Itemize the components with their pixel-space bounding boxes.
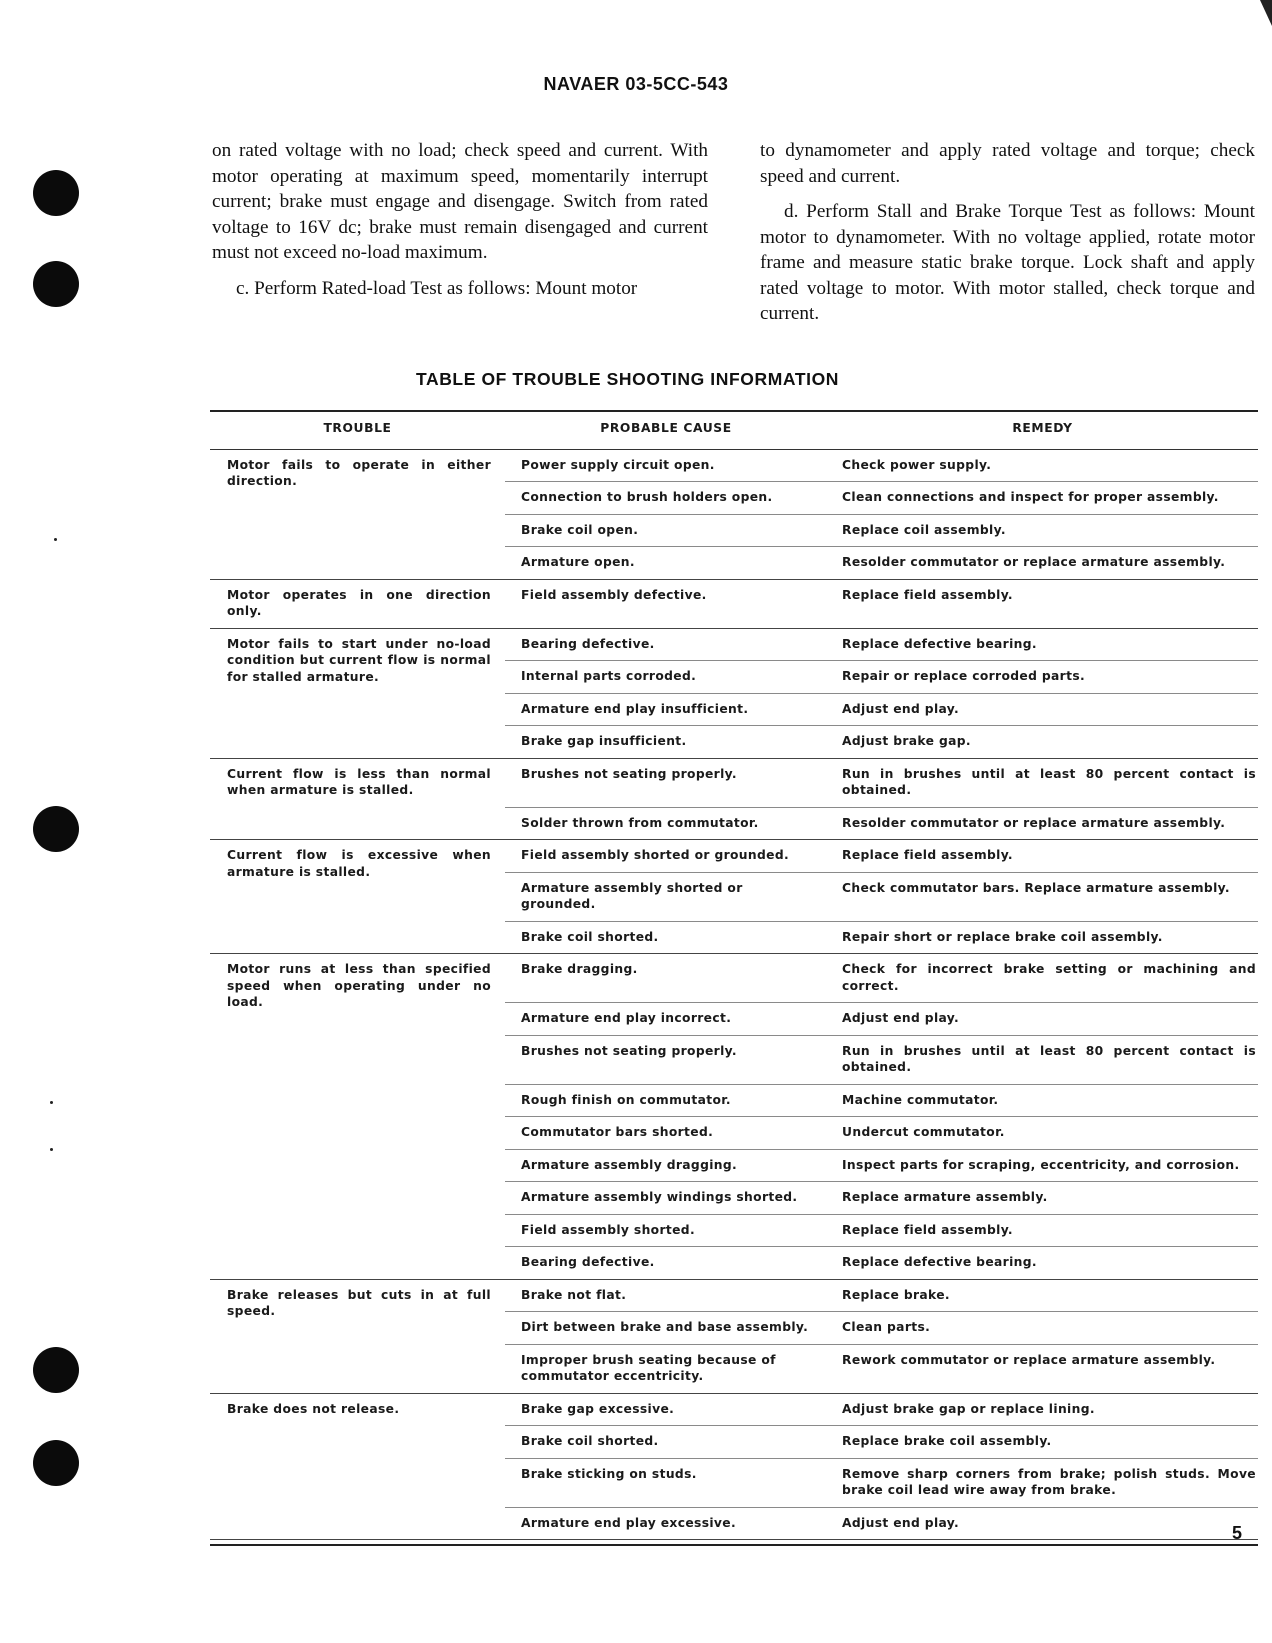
punch-hole (33, 261, 79, 307)
remedy-cell: Clean parts. (827, 1312, 1258, 1345)
trouble-cell: Brake releases but cuts in at full speed. (210, 1279, 505, 1393)
table-title: TABLE OF TROUBLE SHOOTING INFORMATION (415, 369, 840, 389)
trouble-cell: Motor fails to operate in either direction. (210, 449, 505, 579)
cause-cell: Solder thrown from commutator. (505, 807, 827, 840)
cause-cell: Brushes not seating properly. (505, 758, 827, 807)
remedy-cell: Check commutator bars. Replace armature assembly. (827, 872, 1258, 921)
scan-speck (50, 1101, 53, 1104)
cause-cell: Armature assembly dragging. (505, 1149, 827, 1182)
table-row (210, 628, 1258, 661)
remedy-cell: Replace brake. (827, 1279, 1258, 1312)
remedy-cell: Run in brushes until at least 80 percent contact is obtained. (827, 1035, 1258, 1084)
cause-cell: Armature end play insufficient. (505, 693, 827, 726)
remedy-cell: Inspect parts for scraping, eccentricity, and corrosion. (827, 1149, 1258, 1182)
remedy-cell: Adjust brake gap or replace lining. (827, 1393, 1258, 1426)
scan-speck (54, 538, 57, 541)
trouble-cell: Motor operates in one direction only. (210, 579, 505, 628)
table-row (210, 1393, 1258, 1426)
trouble-cell: Motor runs at less than specified speed when operating under no load. (210, 954, 505, 1280)
punch-hole (33, 170, 79, 216)
cause-cell: Dirt between brake and base assembly. (505, 1312, 827, 1345)
remedy-cell: Run in brushes until at least 80 percent contact is obtained. (827, 758, 1258, 807)
body-paragraph: c. Perform Rated-load Test as follows: Mount motor (236, 277, 638, 299)
troubleshooting-table (210, 411, 1258, 1540)
cause-cell: Armature assembly shorted or grounded. (505, 872, 827, 921)
remedy-cell: Check for incorrect brake setting or machining and correct. (827, 954, 1258, 1003)
trouble-cell: Brake does not release. (210, 1393, 505, 1540)
table-row (210, 449, 1258, 482)
remedy-cell: Replace defective bearing. (827, 628, 1258, 661)
cause-cell: Brake coil shorted. (505, 1426, 827, 1459)
cause-cell: Brake gap insufficient. (505, 726, 827, 759)
table-row (210, 579, 1258, 628)
remedy-cell: Undercut commutator. (827, 1117, 1258, 1150)
remedy-cell: Remove sharp corners from brake; polish studs. Move brake coil lead wire away from brake. (827, 1458, 1258, 1507)
remedy-cell: Repair short or replace brake coil assembly. (827, 921, 1258, 954)
cause-cell: Power supply circuit open. (505, 449, 827, 482)
column-header-cause: PROBABLE CAUSE (505, 411, 827, 449)
table-row (210, 954, 1258, 1003)
cause-cell: Rough finish on commutator. (505, 1084, 827, 1117)
scan-speck (50, 1148, 53, 1151)
crop-mark (1260, 0, 1272, 26)
body-paragraph: to dynamometer and apply rated voltage and torque; check speed and current. (760, 140, 1255, 187)
remedy-cell: Replace field assembly. (827, 579, 1258, 628)
cause-cell: Brake coil open. (505, 514, 827, 547)
cause-cell: Internal parts corroded. (505, 661, 827, 694)
cause-cell: Brake not flat. (505, 1279, 827, 1312)
punch-hole (33, 1440, 79, 1486)
remedy-cell: Repair or replace corroded parts. (827, 661, 1258, 694)
remedy-cell: Adjust end play. (827, 693, 1258, 726)
trouble-cell: Motor fails to start under no-load condition but current flow is normal for stalled armature. (210, 628, 505, 758)
column-header-trouble: TROUBLE (210, 411, 505, 449)
body-column-right (760, 138, 1255, 337)
cause-cell: Bearing defective. (505, 1247, 827, 1280)
body-paragraph: on rated voltage with no load; check speed and current. With motor operating at maximum speed, momentarily interrupt current; brake must engage and disengage. Switch from rated voltage to 16V dc; brake must remain disengaged and current must not exceed no-load maximum. (212, 140, 708, 263)
cause-cell: Armature end play incorrect. (505, 1003, 827, 1036)
body-column-left (212, 138, 708, 311)
cause-cell: Brushes not seating properly. (505, 1035, 827, 1084)
cause-cell: Field assembly shorted. (505, 1214, 827, 1247)
cause-cell: Field assembly shorted or grounded. (505, 840, 827, 873)
remedy-cell: Resolder commutator or replace armature assembly. (827, 547, 1258, 580)
page-number: 5 (1232, 1523, 1243, 1543)
punch-hole (33, 806, 79, 852)
remedy-cell: Rework commutator or replace armature assembly. (827, 1344, 1258, 1393)
remedy-cell: Machine commutator. (827, 1084, 1258, 1117)
cause-cell: Brake sticking on studs. (505, 1458, 827, 1507)
punch-hole (33, 1347, 79, 1393)
remedy-cell: Adjust end play. (827, 1003, 1258, 1036)
cause-cell: Bearing defective. (505, 628, 827, 661)
cause-cell: Commutator bars shorted. (505, 1117, 827, 1150)
table-row (210, 758, 1258, 807)
remedy-cell: Check power supply. (827, 449, 1258, 482)
body-paragraph: d. Perform Stall and Brake Torque Test as follows: Mount motor to dynamometer. With no voltage applied, rotate motor frame and measure static brake torque. Lock shaft and apply rated voltage to motor. With motor stalled, check torque and current. (760, 201, 1255, 324)
remedy-cell: Replace brake coil assembly. (827, 1426, 1258, 1459)
table-bottom-rule (210, 1544, 1258, 1546)
cause-cell: Brake dragging. (505, 954, 827, 1003)
table-row (210, 1279, 1258, 1312)
remedy-cell: Clean connections and inspect for proper assembly. (827, 482, 1258, 515)
table-header-row (210, 411, 1258, 449)
remedy-cell: Replace armature assembly. (827, 1182, 1258, 1215)
remedy-cell: Adjust brake gap. (827, 726, 1258, 759)
cause-cell: Improper brush seating because of commutator eccentricity. (505, 1344, 827, 1393)
document-number: NAVAER 03-5CC-543 (543, 74, 729, 94)
remedy-cell: Replace field assembly. (827, 840, 1258, 873)
remedy-cell: Adjust end play. (827, 1507, 1258, 1540)
cause-cell: Armature open. (505, 547, 827, 580)
table-row (210, 840, 1258, 873)
column-header-remedy: REMEDY (827, 411, 1258, 449)
cause-cell: Field assembly defective. (505, 579, 827, 628)
cause-cell: Armature end play excessive. (505, 1507, 827, 1540)
trouble-cell: Current flow is excessive when armature is stalled. (210, 840, 505, 954)
cause-cell: Armature assembly windings shorted. (505, 1182, 827, 1215)
cause-cell: Brake gap excessive. (505, 1393, 827, 1426)
remedy-cell: Replace coil assembly. (827, 514, 1258, 547)
cause-cell: Brake coil shorted. (505, 921, 827, 954)
trouble-cell: Current flow is less than normal when armature is stalled. (210, 758, 505, 840)
remedy-cell: Replace defective bearing. (827, 1247, 1258, 1280)
remedy-cell: Resolder commutator or replace armature assembly. (827, 807, 1258, 840)
remedy-cell: Replace field assembly. (827, 1214, 1258, 1247)
cause-cell: Connection to brush holders open. (505, 482, 827, 515)
